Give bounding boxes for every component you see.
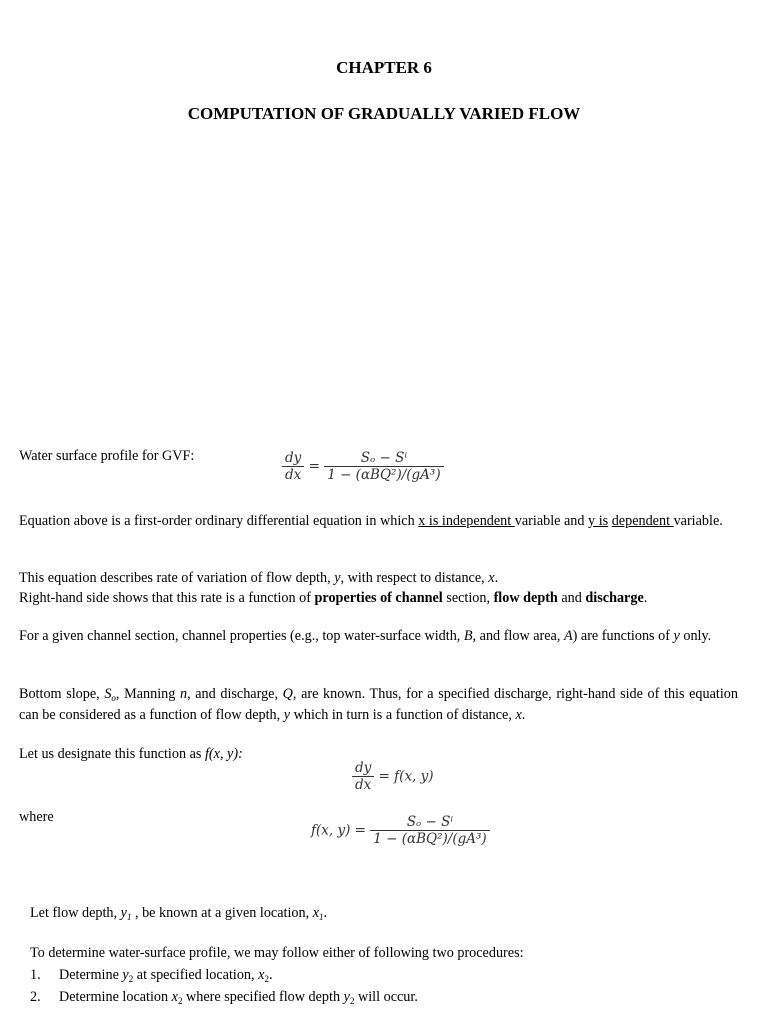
paragraph-rhs: Right-hand side shows that this rate is a function of properties of channel section, flow depth and discharge. <box>19 590 648 606</box>
list-item: 2. Determine location $x_2$ where specified flow depth $y_2$ will occur. <box>30 989 418 1006</box>
eq3-lhs: f(x, y) = <box>311 822 366 839</box>
paragraph-ode: Equation above is a first-order ordinary differential equation in which x is independent variable and y is dependent variable. <box>19 513 723 529</box>
eq1-dy: dy <box>285 450 302 466</box>
chapter-title: COMPUTATION OF GRADUALLY VARIED FLOW <box>187 104 581 123</box>
eq1-denominator: 1 − (αBQ²)/(gA³) <box>324 466 443 483</box>
eq1-numerator: Sₒ − Sⁱ <box>360 450 408 466</box>
paragraph-known-quantities: Bottom slope, $S_o$, Manning n, and discharge, Q, are known. Thus, for a specified discharge, right-hand side of this equation can be considered as a function of flow depth, y which in turn is a function of distance, x. <box>19 686 738 723</box>
eq3-denominator: 1 − (αBQ²)/(gA³) <box>370 830 489 847</box>
list-item: 1. Determine $y_2$ at specified location, $x_2$. <box>30 967 273 984</box>
eq2-dy: dy <box>355 760 372 776</box>
paragraph-rate: This equation describes rate of variation of flow depth, y, with respect to distance, x. <box>19 570 499 586</box>
wsp-label: Water surface profile for GVF: <box>19 448 195 464</box>
eq1-equals: = <box>308 458 320 475</box>
paragraph-channel-properties: For a given channel section, channel properties (e.g., top water-surface width, B, and flow area, A) are functions of y only. <box>19 628 712 644</box>
eq-f-definition <box>311 814 490 847</box>
chapter-number: CHAPTER 6 <box>336 58 432 77</box>
eq-dydx-f <box>352 760 434 793</box>
paragraph-procedures: To determine water-surface profile, we may follow either of following two procedures: <box>30 945 524 961</box>
eq1-dx: dx <box>282 466 304 483</box>
procedure-list <box>19 964 738 1008</box>
where-label: where <box>19 809 54 825</box>
gvf-equation <box>282 450 444 483</box>
paragraph-designate: Let us designate this function as f(x, y): <box>19 746 243 762</box>
eq2-dx: dx <box>352 776 374 793</box>
eq3-numerator: Sₒ − Sⁱ <box>406 814 454 830</box>
paragraph-known-depth: Let flow depth, $y_1$ , be known at a given location, $x_1$. <box>30 905 328 922</box>
eq2-rhs: = f(x, y) <box>378 768 434 785</box>
